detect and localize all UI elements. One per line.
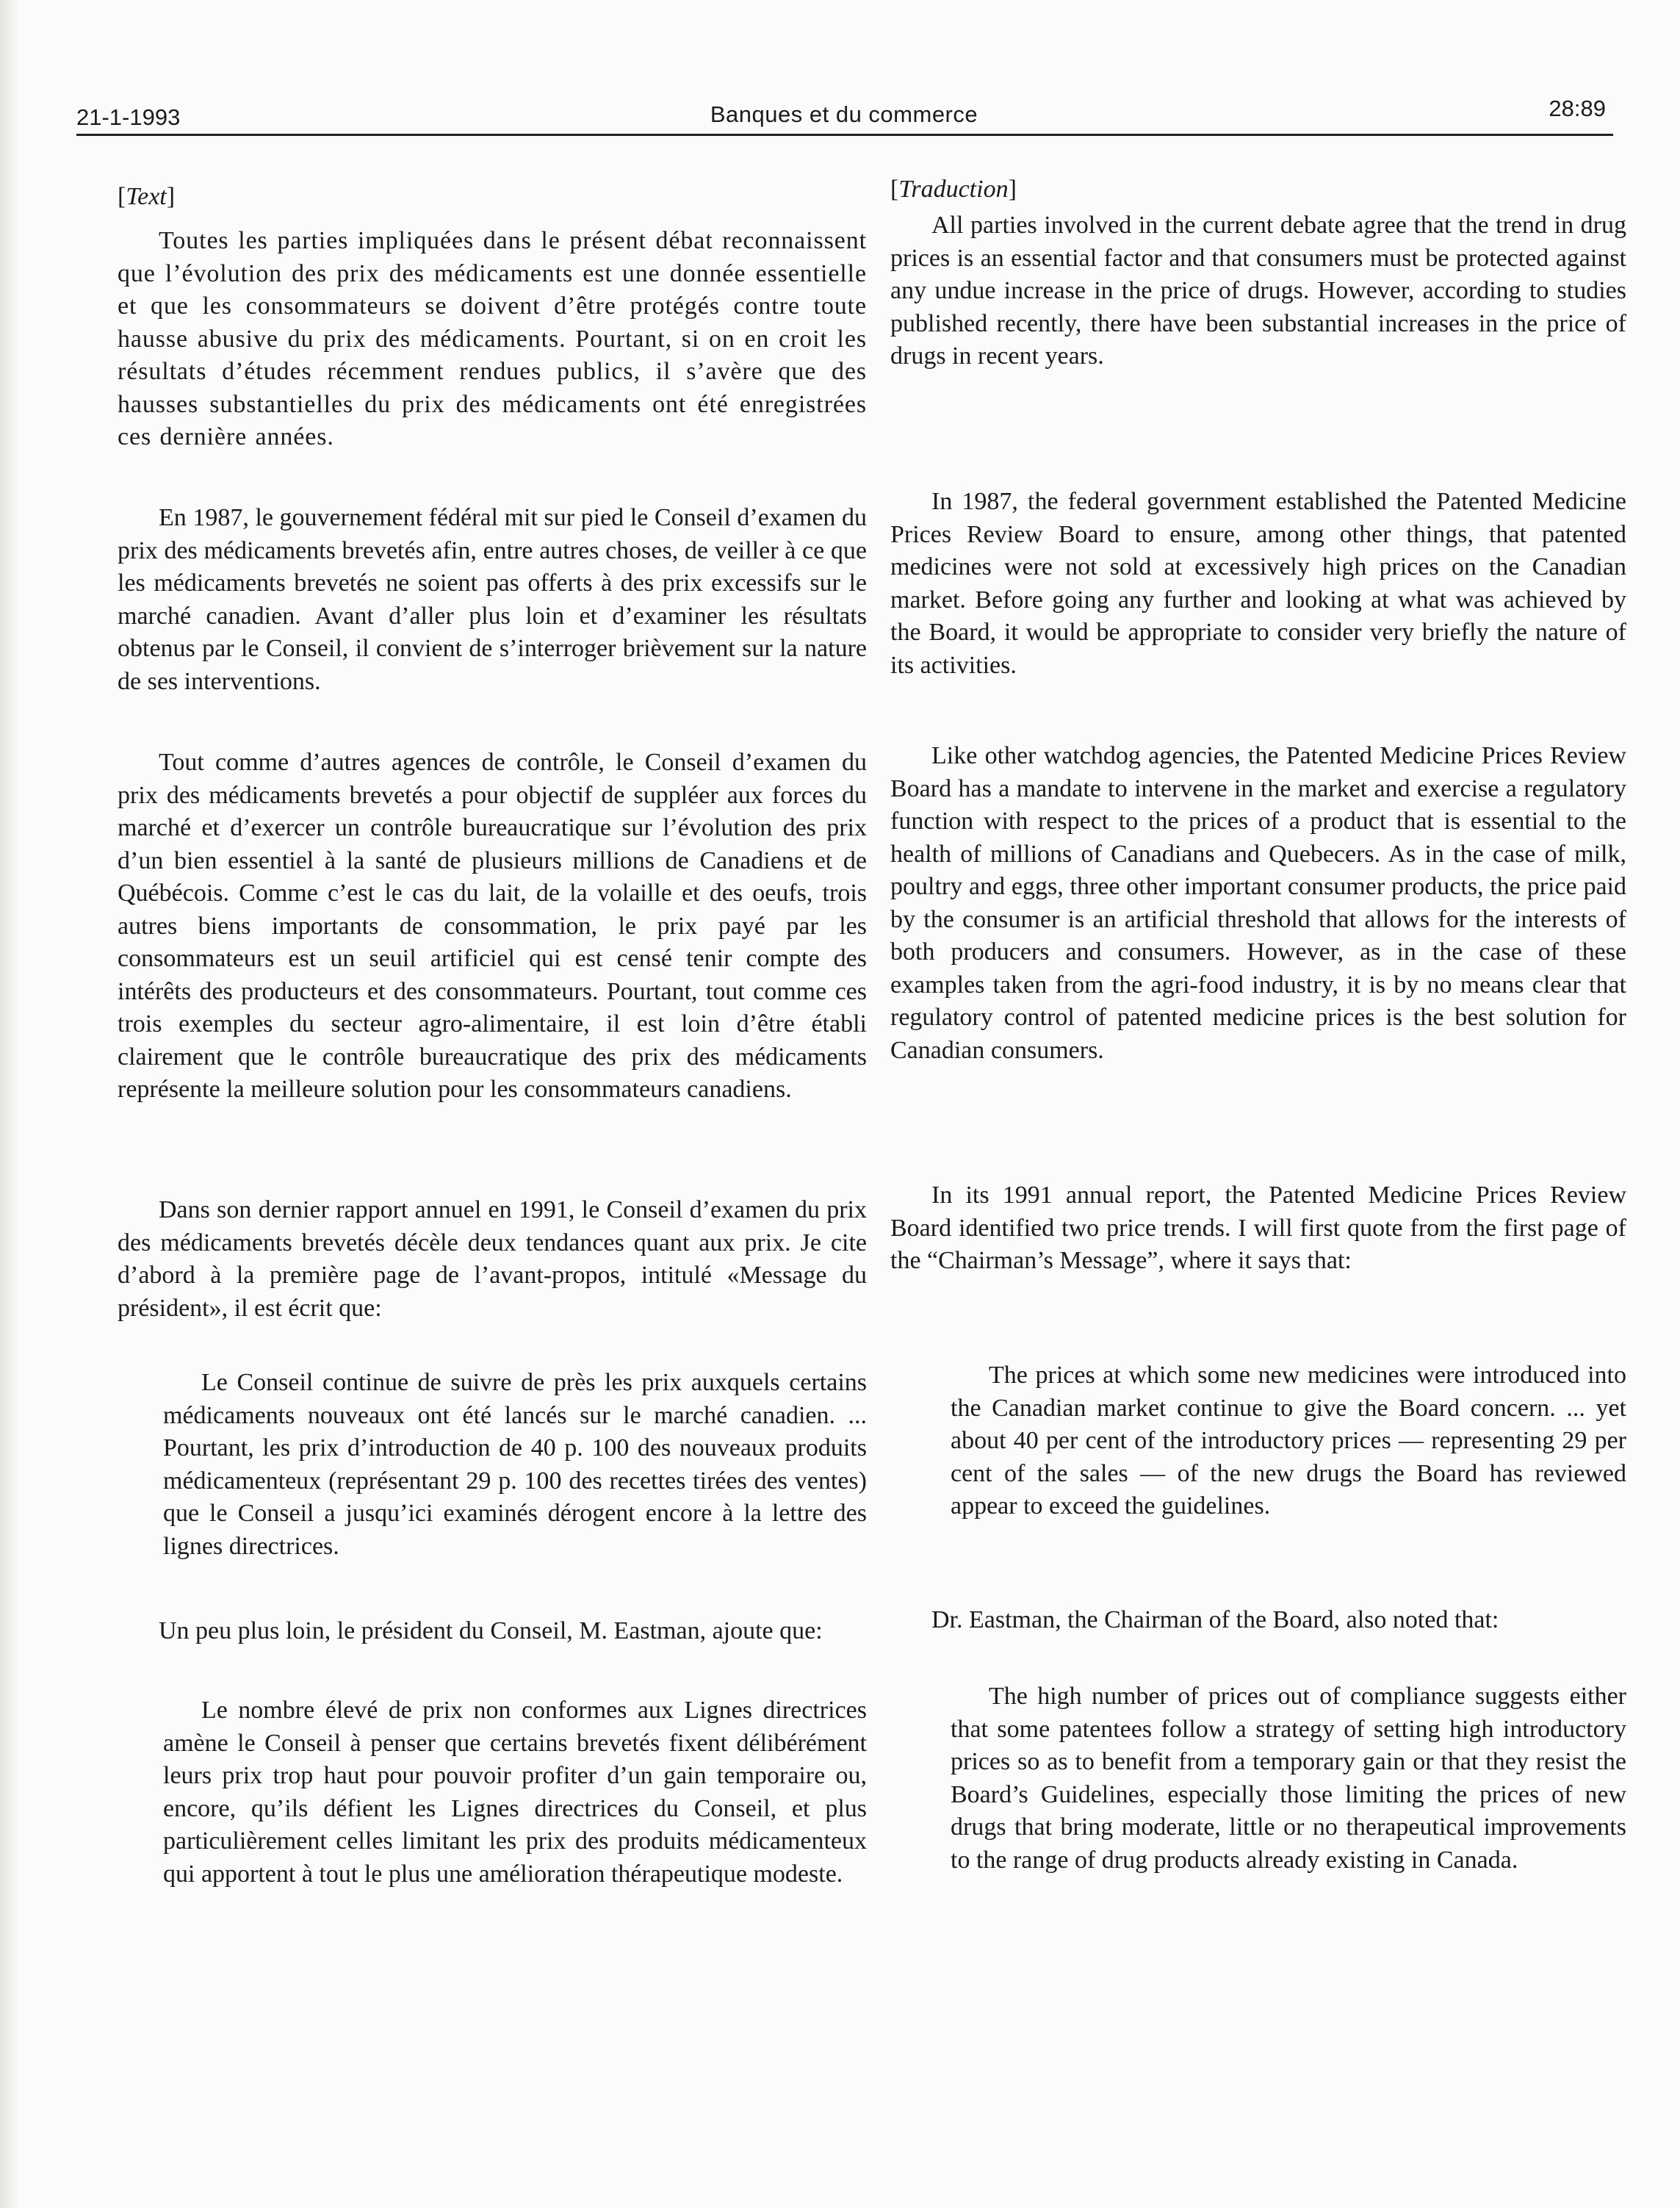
french-label: [Text]: [118, 183, 176, 210]
english-quote-1: The prices at which some new medicines were introduced into the Canadian market continue to give the Board concern. ... yet about 40 per cent of the introductory prices — representing 29 per cent of the sales — of the new drugs the Board has reviewed appear to exceed the guidelines.: [951, 1362, 1626, 1520]
header-date: 21-1-1993: [76, 104, 181, 130]
french-paragraph-4: Dans son dernier rapport annuel en 1991, le Conseil d’examen du prix des médicaments brevetés décèle deux tendances quant aux prix. Je cite d’abord à la première page de l’avant-propos, intitulé «Message du président», il est écrit que:: [118, 1196, 867, 1322]
header-page-number: 28:89: [1549, 96, 1606, 121]
french-paragraph-2: En 1987, le gouvernement fédéral mit sur pied le Conseil d’examen du prix des médicaments brevetés afin, entre autres choses, de veiller à ce que les médicaments brevetés ne soient pas offerts à des prix excessifs sur le marché canadien. Avant d’aller plus loin et d’examiner les résultats obtenus par le Conseil, il convient de s’interroger brièvement sur la nature de ses interventions.: [118, 504, 867, 695]
english-paragraph-2: In 1987, the federal government established the Patented Medicine Prices Review Board to ensure, among other things, that patented medicines were not sold at excessively high prices on the Canadian market. Before going any further and looking at what was achieved by the Board, it would be appropriate to consider very briefly the nature of its activities.: [890, 488, 1626, 679]
english-paragraph-4: In its 1991 annual report, the Patented Medicine Prices Review Board identified two price trends. I will first quote from the first page of the “Chairman’s Message”, where it says that:: [890, 1182, 1626, 1274]
french-paragraph-3: Tout comme d’autres agences de contrôle, le Conseil d’examen du prix des médicaments brevetés a pour objectif de suppléer aux forces du marché et d’exercer un contrôle bureaucratique sur l’évolution des prix d’un bien essentiel à la santé de plusieurs millions de Canadiens et de Québécois. Comme c’est le cas du lait, de la volaille et des oeufs, trois autres biens importants de consommation, le prix payé par les consommateurs est un seuil artificiel qui est censé tenir compte des intérêts des producteurs et des consommateurs. Pourtant, tout comme ces trois exemples du secteur agro-alimentaire, il est loin d’être établi clairement que le contrôle bureaucratique des prix des médicaments représente la meilleure solution pour les consommateurs canadiens.: [118, 749, 867, 1103]
french-paragraph-5: Un peu plus loin, le président du Conseil, M. Eastman, ajoute que:: [159, 1617, 823, 1644]
french-quote-2: Le nombre élevé de prix non conformes aux Lignes directrices amène le Conseil à penser que certains brevetés fixent délibérément leurs prix trop haut pour pouvoir profiter d’un gain temporaire ou, encore, qu’ils défient les Lignes directrices du Conseil, et plus particulièrement celles limitant les prix des produits médicamenteux qui apportent à tout le plus une amélioration thérapeutique modeste.: [163, 1697, 867, 1888]
english-label: [Traduction]: [890, 176, 1017, 203]
english-quote-2: The high number of prices out of compliance suggests either that some patentees follow a strategy of setting high introductory prices so as to benefit from a temporary gain or that they resist the Board’s Guidelines, especially those limiting the prices of new drugs that bring moderate, little or no therapeutical improvements to the range of drug products already existing in Canada.: [951, 1683, 1626, 1874]
english-paragraph-5: Dr. Eastman, the Chairman of the Board, also noted that:: [931, 1606, 1499, 1633]
english-paragraph-3: Like other watchdog agencies, the Patented Medicine Prices Review Board has a mandate to intervene in the market and exercise a regulatory function with respect to the prices of a product that is essential to the health of millions of Canadians and Quebecers. As in the case of milk, poultry and eggs, three other important consumer products, the price paid by the consumer is an artificial threshold that allows for the interests of both producers and consumers. However, as in the case of these examples taken from the agri-food industry, it is by no means clear that regulatory control of patented medicine prices is the best solution for Canadian consumers.: [890, 742, 1626, 1064]
header-title: Banques et du commerce: [710, 101, 978, 127]
english-paragraph-1: All parties involved in the current debate agree that the trend in drug prices is an essential factor and that consumers must be protected against any undue increase in the price of drugs. However, according to studies published recently, there have been substantial increases in the price of drugs in recent years.: [890, 212, 1626, 370]
header-rule: [76, 134, 1613, 136]
french-paragraph-1: Toutes les parties impliquées dans le présent débat reconnaissent que l’évolution des prix des médicaments est une donnée essentielle et que les consommateurs se doivent d’être protégés contre toute hausse abusive du prix des médicaments. Pourtant, si on en croit les résultats d’études récemment rendues publics, il s’avère que des hausses substantielles du prix des médicaments ont été enregistrées ces dernière années.: [118, 227, 867, 450]
french-quote-1: Le Conseil continue de suivre de près les prix auxquels certains médicaments nouveaux ont été lancés sur le marché canadien. ... Pourtant, les prix d’introduction de 40 p. 100 des nouveaux produits médicamenteux (représentant 29 p. 100 des recettes tirées des ventes) que le Conseil a jusqu’ici examinés dérogent encore à la lettre des lignes directrices.: [163, 1369, 867, 1560]
running-header: [76, 96, 1612, 134]
scan-edge-shadow: [0, 0, 21, 2208]
